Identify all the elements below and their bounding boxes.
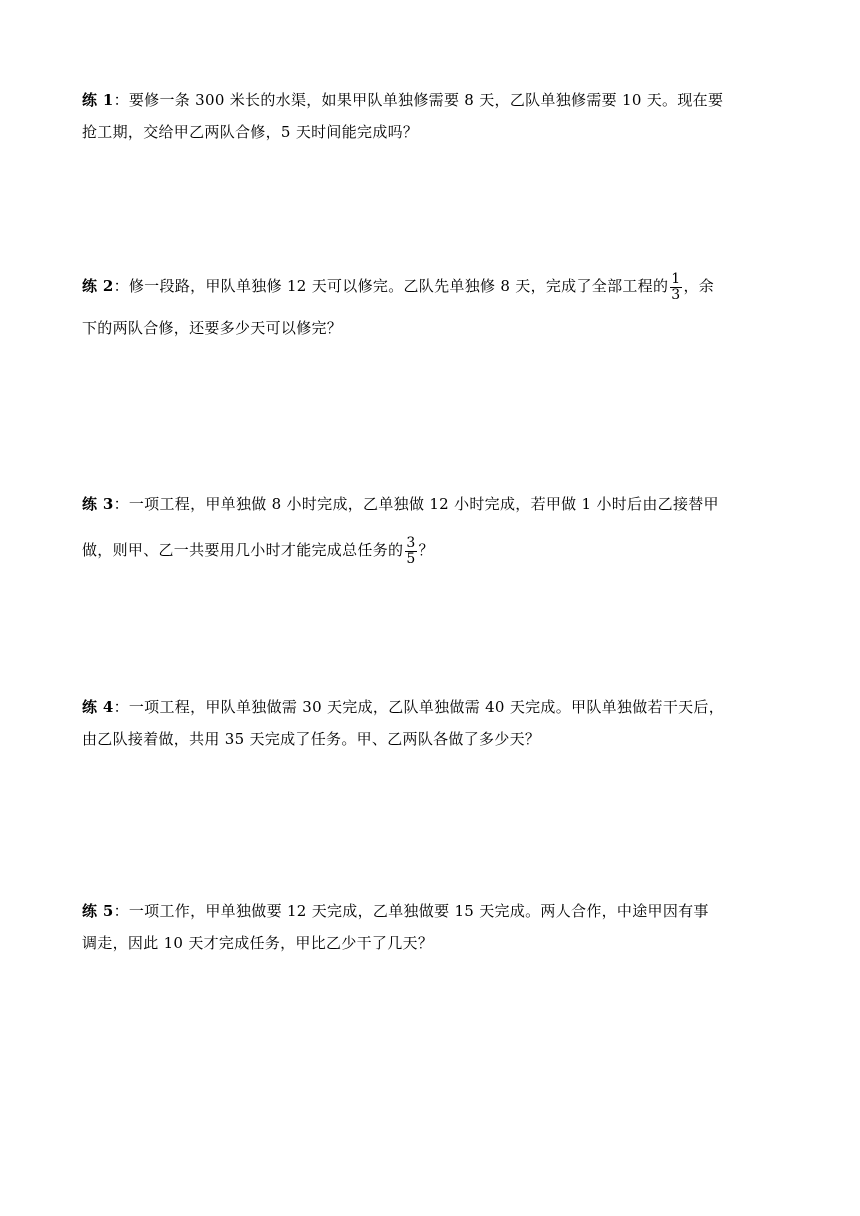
problem-3-text-2: 做，则甲、乙一共要用几小时才能完成总任务的 xyxy=(82,541,404,559)
problem-1-colon: ： xyxy=(113,91,129,109)
problem-2-line-2 xyxy=(82,312,782,344)
problem-4-colon: ： xyxy=(113,698,129,716)
problem-5-text-2: 调走，因此 10 天才完成任务，甲比乙少干了几天？ xyxy=(82,934,434,952)
problem-3-line-1 xyxy=(82,488,782,520)
problem-1 xyxy=(82,84,782,148)
problem-2-label: 练 2 xyxy=(82,277,114,295)
problem-2-text-2: 下的两队合修，还要多少天可以修完？ xyxy=(82,319,343,337)
problem-2-line-1 xyxy=(82,266,782,306)
problem-3-colon: ： xyxy=(113,495,129,513)
problem-4-line-1 xyxy=(82,691,782,723)
problem-2-text-1: 修一段路，甲队单独修 12 天可以修完。乙队先单独修 8 天，完成了全部工程的 xyxy=(128,277,669,295)
problem-3-line-2 xyxy=(82,530,782,570)
problem-5-label: 练 5 xyxy=(82,902,114,920)
fraction-denominator: 5 xyxy=(406,550,416,567)
problem-3-label: 练 3 xyxy=(82,495,114,513)
problem-5-line-2 xyxy=(82,927,782,959)
problem-1-line-1 xyxy=(82,84,782,116)
problem-3-text-1: 一项工程，甲单独做 8 小时完成，乙单独做 12 小时完成，若甲做 1 小时后由乙接替甲 xyxy=(128,495,719,513)
problem-5 xyxy=(82,895,782,959)
fraction-one-third xyxy=(670,272,681,303)
problem-3 xyxy=(82,488,782,570)
problem-4-label: 练 4 xyxy=(82,698,114,716)
problem-2 xyxy=(82,266,782,344)
fraction-numerator: 1 xyxy=(671,270,681,287)
problem-1-label: 练 1 xyxy=(82,91,114,109)
fraction-numerator: 3 xyxy=(406,534,416,551)
problem-1-text-2: 抢工期，交给甲乙两队合修，5 天时间能完成吗？ xyxy=(82,123,419,141)
problem-4 xyxy=(82,691,782,755)
problem-1-line-2 xyxy=(82,116,782,148)
fraction-denominator: 3 xyxy=(671,286,681,303)
problem-4-line-2 xyxy=(82,723,782,755)
problem-4-text-1: 一项工程，甲队单独做需 30 天完成，乙队单独做需 40 天完成。甲队单独做若干天后， xyxy=(128,698,725,716)
problem-4-text-2: 由乙队接着做，共用 35 天完成了任务。甲、乙两队各做了多少天？ xyxy=(82,730,541,748)
problem-5-text-1: 一项工作，甲单独做要 12 天完成，乙单独做要 15 天完成。两人合作，中途甲因有事 xyxy=(128,902,709,920)
problem-2-colon: ： xyxy=(113,277,129,295)
problem-2-text-1-end: ，余 xyxy=(683,277,715,295)
problem-5-line-1 xyxy=(82,895,782,927)
problem-5-colon: ： xyxy=(113,902,129,920)
problem-3-text-2-end: ？ xyxy=(418,541,434,559)
problem-1-text-1: 要修一条 300 米长的水渠，如果甲队单独修需要 8 天，乙队单独修需要 10 天。现在要 xyxy=(128,91,724,109)
fraction-three-fifths xyxy=(405,536,416,567)
